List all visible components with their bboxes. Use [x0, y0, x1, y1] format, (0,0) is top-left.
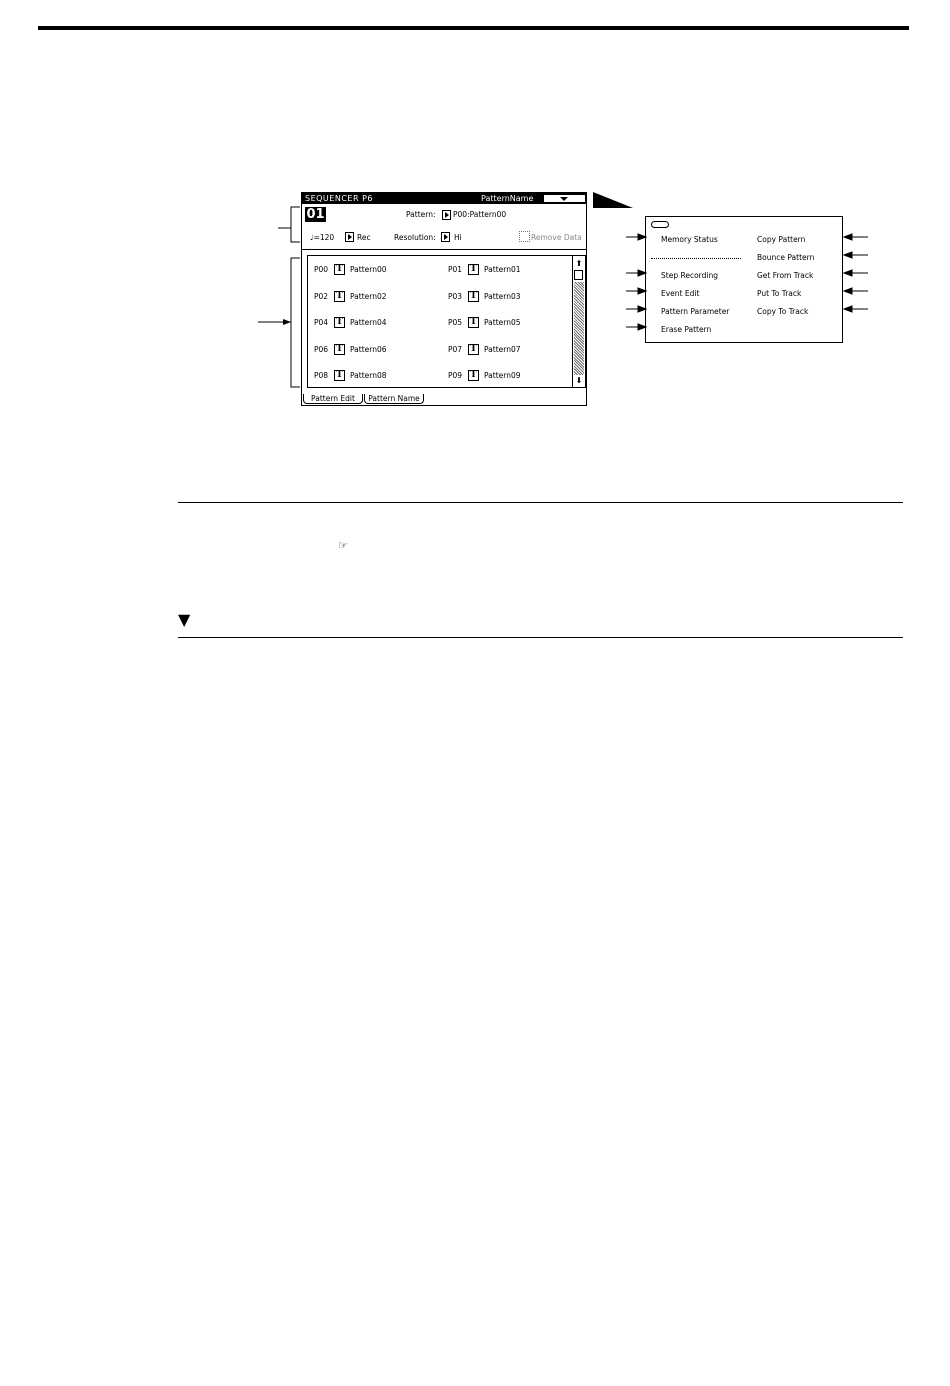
pattern-name: Pattern09: [484, 371, 521, 381]
pattern-label: Pattern:: [406, 210, 436, 219]
menu-item-step-recording[interactable]: Step Recording: [661, 271, 718, 280]
pattern-list-item[interactable]: [314, 264, 434, 276]
top-rule: [38, 26, 909, 30]
section-rule-bottom: [178, 637, 903, 638]
pattern-list-item[interactable]: [314, 291, 434, 303]
text-edit-icon[interactable]: T: [334, 291, 345, 302]
pattern-id: P05: [448, 318, 463, 328]
pattern-id: P09: [448, 371, 463, 381]
pattern-id: P02: [314, 291, 329, 301]
pattern-id: P06: [314, 344, 329, 354]
play-triangle-icon: [348, 234, 352, 240]
divider: [302, 249, 586, 250]
menu-item-bounce-pattern[interactable]: Bounce Pattern: [757, 253, 815, 262]
scroll-track[interactable]: [574, 282, 584, 375]
pattern-list-item[interactable]: [314, 344, 434, 356]
menu-item-copy-to-track[interactable]: Copy To Track: [757, 307, 809, 316]
tab-pattern-edit[interactable]: Pattern Edit: [303, 394, 363, 404]
screen-title: SEQUENCER P6: [305, 194, 373, 203]
menu-item-copy-pattern[interactable]: Copy Pattern: [757, 235, 806, 244]
pattern-list-item[interactable]: [314, 370, 434, 382]
lcd-screen: [301, 192, 587, 406]
tempo-value[interactable]: ♩=120: [310, 233, 335, 242]
menu-item-event-edit[interactable]: Event Edit: [661, 289, 700, 298]
menu-item-put-to-track[interactable]: Put To Track: [757, 289, 802, 298]
pattern-name: Pattern08: [350, 371, 387, 381]
pattern-name: Pattern03: [484, 291, 521, 301]
text-edit-icon[interactable]: T: [468, 344, 479, 355]
pattern-list-item[interactable]: [448, 291, 568, 303]
scroll-down-arrow-icon[interactable]: ⬇: [575, 376, 583, 385]
pattern-name: Pattern04: [350, 318, 387, 328]
pattern-list-item[interactable]: [314, 317, 434, 329]
rec-popup-button[interactable]: [345, 232, 354, 242]
page-menu-button[interactable]: [543, 194, 586, 203]
menu-item-erase-pattern[interactable]: Erase Pattern: [661, 325, 712, 334]
section-rule-top: [178, 502, 903, 503]
tab-pattern-name[interactable]: Pattern Name: [364, 394, 424, 404]
song-number[interactable]: 01: [306, 207, 325, 222]
remove-data-checkbox[interactable]: [519, 231, 530, 242]
play-triangle-icon: [445, 212, 449, 218]
text-edit-icon[interactable]: T: [468, 264, 479, 275]
pattern-id: P04: [314, 318, 329, 328]
scroll-up-arrow-icon[interactable]: ⬆: [575, 259, 583, 268]
pattern-id: P03: [448, 291, 463, 301]
pattern-value: P00:Pattern00: [453, 210, 507, 219]
pattern-name: Pattern07: [484, 344, 521, 354]
pattern-id: P00: [314, 265, 329, 274]
rec-label: Rec: [357, 233, 371, 242]
text-edit-icon[interactable]: T: [334, 370, 345, 381]
pattern-list-item[interactable]: [448, 344, 568, 356]
pattern-list-item[interactable]: [448, 370, 568, 382]
scroll-thumb[interactable]: [574, 270, 583, 280]
pattern-list: [307, 255, 586, 388]
text-edit-icon[interactable]: T: [334, 317, 345, 328]
down-triangle-icon: ▼: [178, 610, 191, 629]
resolution-popup-button[interactable]: [441, 232, 450, 242]
menu-item-memory-status[interactable]: Memory Status: [661, 235, 718, 244]
pattern-name: Pattern01: [484, 265, 521, 274]
text-edit-icon[interactable]: T: [468, 317, 479, 328]
pattern-list-item[interactable]: [448, 264, 568, 276]
text-edit-icon[interactable]: T: [334, 264, 345, 275]
pattern-name: Pattern05: [484, 318, 521, 328]
pattern-name: Pattern02: [350, 291, 387, 301]
text-edit-icon[interactable]: T: [334, 344, 345, 355]
pattern-name: Pattern00: [350, 265, 387, 274]
pattern-list-item[interactable]: [448, 317, 568, 329]
text-edit-icon[interactable]: T: [468, 291, 479, 302]
menu-item-pattern-parameter[interactable]: Pattern Parameter: [661, 307, 730, 316]
play-triangle-icon: [444, 234, 448, 240]
chevron-down-icon: [560, 197, 568, 201]
callout-brackets: [255, 205, 305, 390]
remove-data-label: Remove Data: [531, 233, 582, 242]
pattern-id: P08: [314, 371, 329, 381]
scrollbar[interactable]: [572, 256, 585, 387]
pattern-id: P07: [448, 344, 463, 354]
pattern-name: Pattern06: [350, 344, 387, 354]
menu-item-get-from-track[interactable]: Get From Track: [757, 271, 814, 280]
text-edit-icon[interactable]: T: [468, 370, 479, 381]
resolution-value: Hi: [454, 233, 462, 242]
pattern-popup-button[interactable]: [442, 210, 451, 220]
menu-callout-arrows: [620, 225, 880, 337]
pattern-id: P01: [448, 265, 463, 274]
page-name: PatternName: [481, 194, 534, 203]
reference-hand-icon: ☞: [338, 539, 348, 552]
resolution-label: Resolution:: [394, 233, 436, 242]
menu-pointer: [593, 192, 633, 208]
title-bar: [302, 193, 586, 204]
